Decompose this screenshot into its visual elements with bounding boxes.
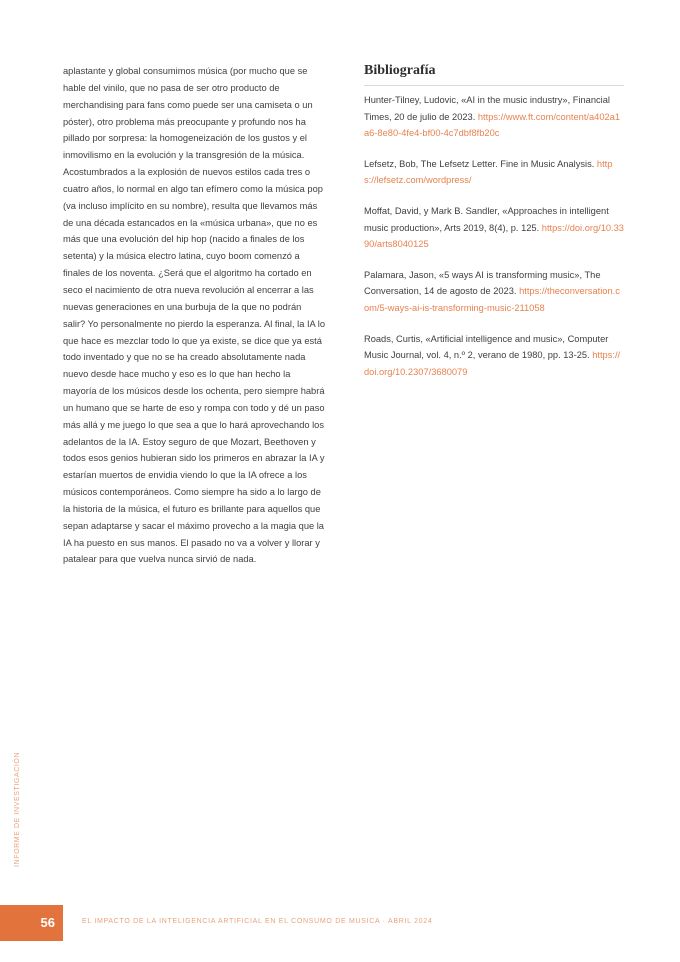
entry-link[interactable]: https://doi.org/10.2307/3680079: [364, 350, 621, 377]
bibliography-entry: [364, 267, 624, 317]
bibliography-heading: Bibliografía: [364, 62, 624, 86]
entry-link[interactable]: https://doi.org/10.3390/arts8040125: [364, 222, 624, 250]
entry-text: Lefsetz, Bob, The Lefsetz Letter. Fine in Music Analysis.: [364, 158, 595, 169]
page-number: 56: [0, 905, 63, 941]
entry-text: Hunter-Tilney, Ludovic, «AI in the music industry», Financial Times, 20 de julio de 2023.: [364, 95, 610, 122]
entry-text: Palamara, Jason, «5 ways AI is transforming music», The Conversation, 14 de agosto de 2023.: [364, 269, 601, 297]
side-section-label: INFORME DE INVESTIGACIÓN: [14, 751, 21, 867]
main-column: [63, 63, 326, 568]
entry-link[interactable]: https://www.ft.com/content/a402a1a6-8e80-4fe4-bf00-4c7dbf8fb20c: [364, 111, 621, 139]
bibliography-section: [364, 62, 624, 394]
entry-text: Roads, Curtis, «Artificial intelligence and music», Computer Music Journal, vol. 4, n.º 2, verano de 1980, pp. 13-25.: [364, 333, 609, 361]
running-title: EL IMPACTO DE LA INTELIGENCIA ARTIFICIAL EN EL CONSUMO DE MÚSICA · ABRIL 2024: [82, 918, 433, 925]
bibliography-entry: [364, 156, 624, 189]
page-footer: [0, 905, 680, 941]
bibliography-entry: [364, 203, 624, 253]
entry-text: Moffat, David, y Mark B. Sandler, «Approaches in intelligent music production», Arts 2019, 8(4), p. 125.: [364, 205, 609, 233]
entry-link[interactable]: https://theconversation.com/5-ways-ai-is-transforming-music-211058: [364, 286, 620, 313]
entry-link[interactable]: https://lefsetz.com/wordpress/: [364, 158, 613, 186]
body-paragraph: aplastante y global consumimos música (por mucho que se hable del vinilo, que no pasa de ser otro producto de merchandising para fans como puede ser una camiseta o un póster), otro problema más preocupante y profundo nos ha pillado por sorpresa: la homogeneización de los gustos y el inmovilismo en la evolución y la transgresión de la música. Acostumbrados a la explosión de nuevos estilos cada tres o cuatro años, lo normal en algo tan efímero como la música pop (va incluso implícito en su nombre), resulta que llevamos más de una década estancados en la «música urbana», que no es más que una evolución del hip hop (nacido a finales de los setenta) y la música electro latina, cuyo boom comenzó a finales de los noventa. ¿Será que el algoritmo ha cortado en seco el nacimiento de otra nueva revolución al encerrar a las nuevas generaciones en una burbuja de la que no podrán salir? Yo personalmente no pierdo la esperanza. Al final, la IA lo que hace es mezclar todo lo que ya existe, se dice que ya está todo inventado y que no se ha creado absolutamente nada nuevo desde hace mucho y eso es lo que han hecho la mayoría de los músicos desde los ochenta, pero siempre habrá un humano que se harte de eso y rompa con todo y dé un paso más allá y me juego lo que sea a que lo hará aprovechando los adelantos de la IA. Estoy seguro de que Mozart, Beethoven y todos esos genios hubieran sido los primeros en abrazar la IA y estarían muertos de envidia viendo lo que la IA ofrece a los músicos contemporáneos. Como siempre ha sido a lo largo de la historia de la música, el futuro es brillante para aquellos que sepan adaptarse y sacar el máximo provecho a la magia que la IA ha puesto en sus manos. El pasado no va a volver y llorar y patalear para que vuelva nunca sirvió de nada.: [63, 66, 326, 565]
bibliography-entry: [364, 331, 624, 381]
bibliography-entry: [364, 92, 624, 142]
